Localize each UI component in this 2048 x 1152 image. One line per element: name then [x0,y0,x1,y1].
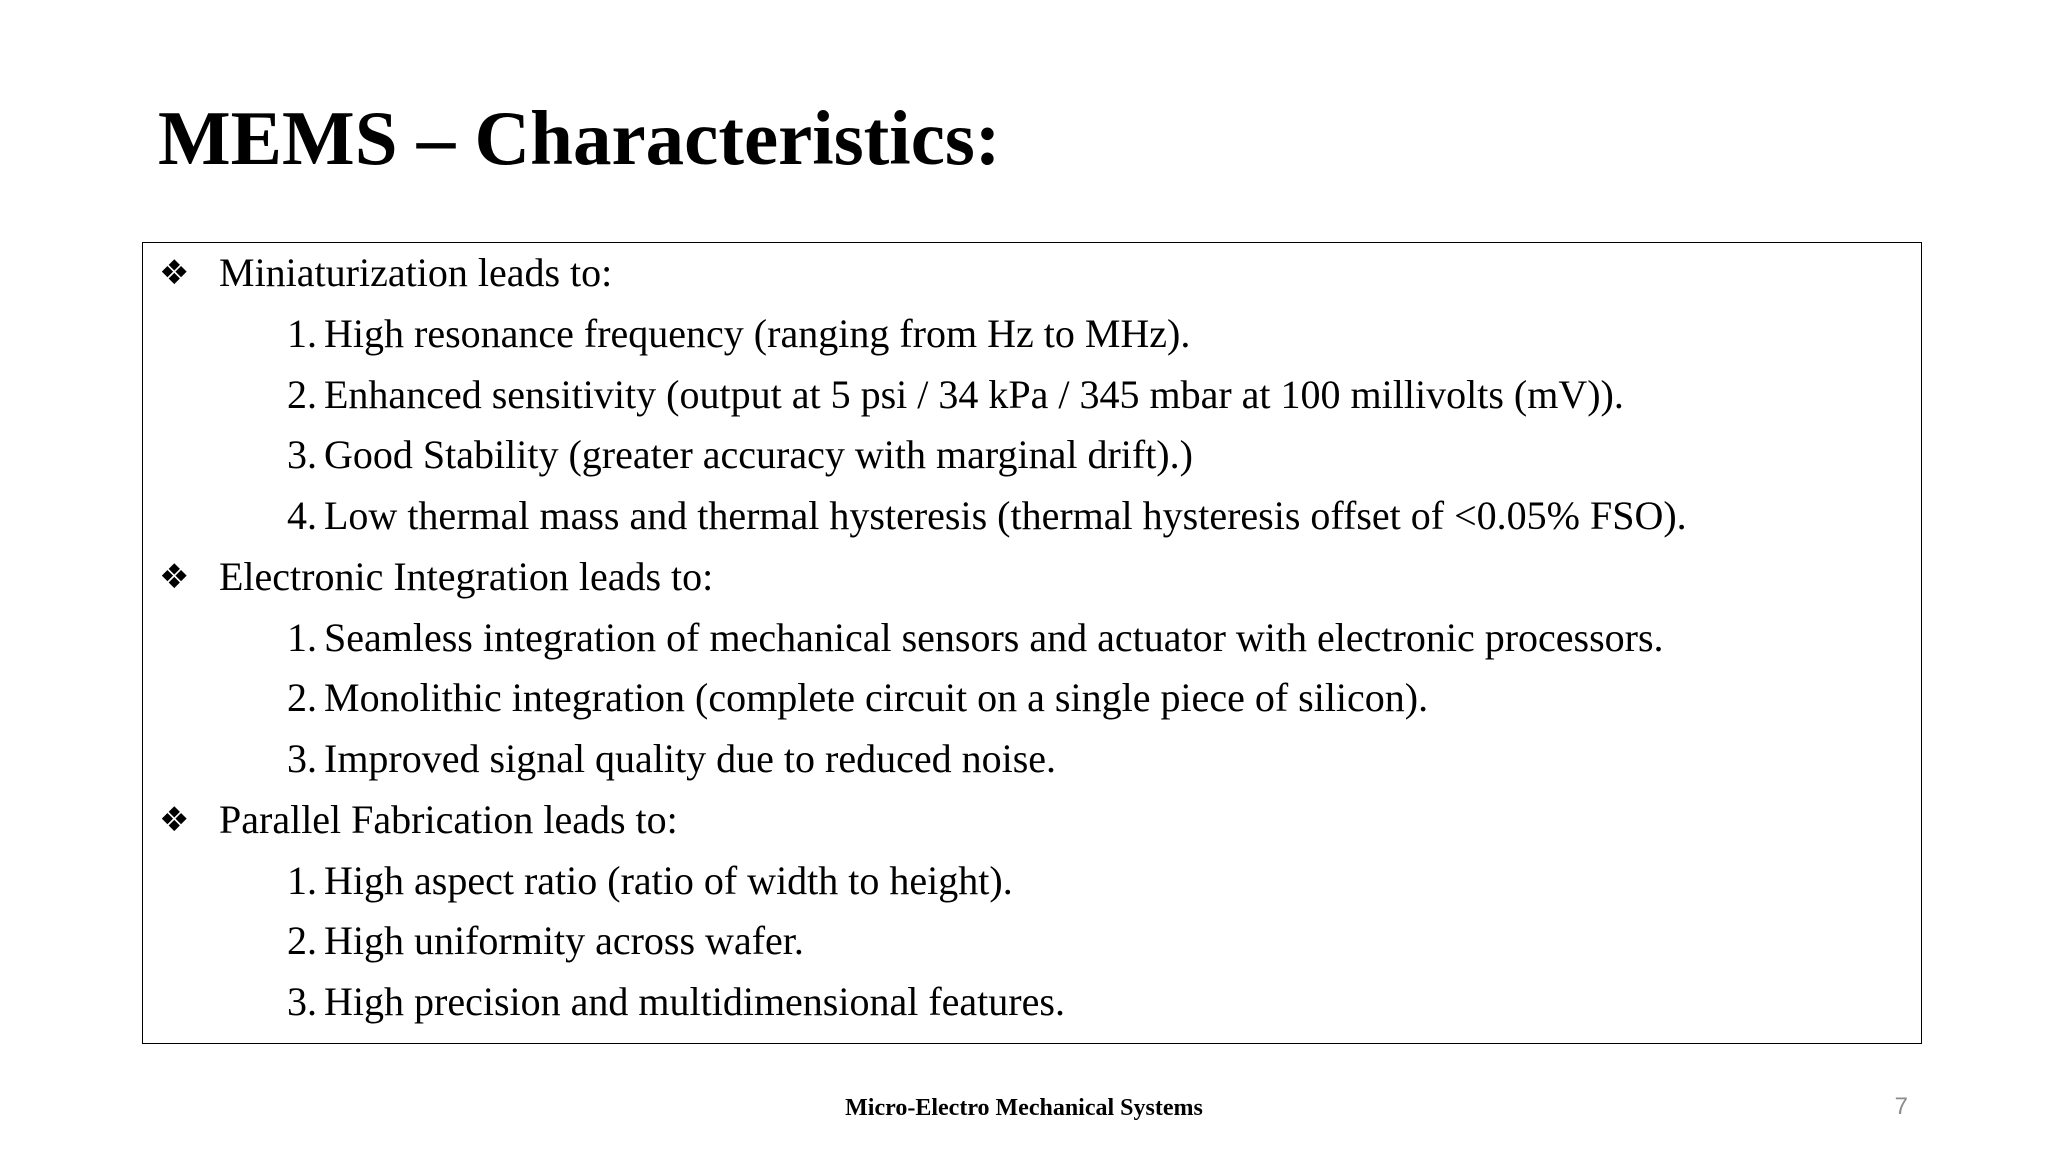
item-text: Low thermal mass and thermal hysteresis (thermal hysteresis offset of <0.05% FSO). [324,493,1687,538]
item-text: High resonance frequency (ranging from Hz to MHz). [324,311,1191,356]
item-text: Good Stability (greater accuracy with marginal drift).) [324,432,1193,477]
section-heading-text: Parallel Fabrication leads to: [219,797,678,842]
item-text: High uniformity across wafer. [324,918,804,963]
section-heading-text: Electronic Integration leads to: [219,554,714,599]
slide-title: MEMS – Characteristics: [158,95,1001,181]
item-number: 1. [287,858,317,903]
item-text: Enhanced sensitivity (output at 5 psi / 34 kPa / 345 mbar at 100 millivolts (mV)). [324,372,1624,417]
item-text: Monolithic integration (complete circuit on a single piece of silicon). [324,675,1429,720]
diamond-four-icon: ❖ [159,800,190,840]
item-number: 4. [287,493,317,538]
item-text: Seamless integration of mechanical sensors and actuator with electronic processors. [324,615,1664,660]
item-text: High aspect ratio (ratio of width to height). [324,858,1013,903]
footer-title: Micro-Electro Mechanical Systems [845,1095,1203,1121]
item-text: Improved signal quality due to reduced noise. [324,736,1057,781]
section-heading-text: Miniaturization leads to: [219,250,613,295]
diamond-four-icon: ❖ [159,253,190,293]
content-box [142,242,1922,1044]
item-number: 1. [287,311,317,356]
item-text: High precision and multidimensional features. [324,979,1065,1024]
item-number: 3. [287,979,317,1024]
item-number: 3. [287,736,317,781]
item-number: 3. [287,432,317,477]
page-number: 7 [1894,1093,1908,1120]
item-number: 2. [287,675,317,720]
diamond-four-icon: ❖ [159,557,190,597]
item-number: 1. [287,615,317,660]
item-number: 2. [287,372,317,417]
item-number: 2. [287,918,317,963]
